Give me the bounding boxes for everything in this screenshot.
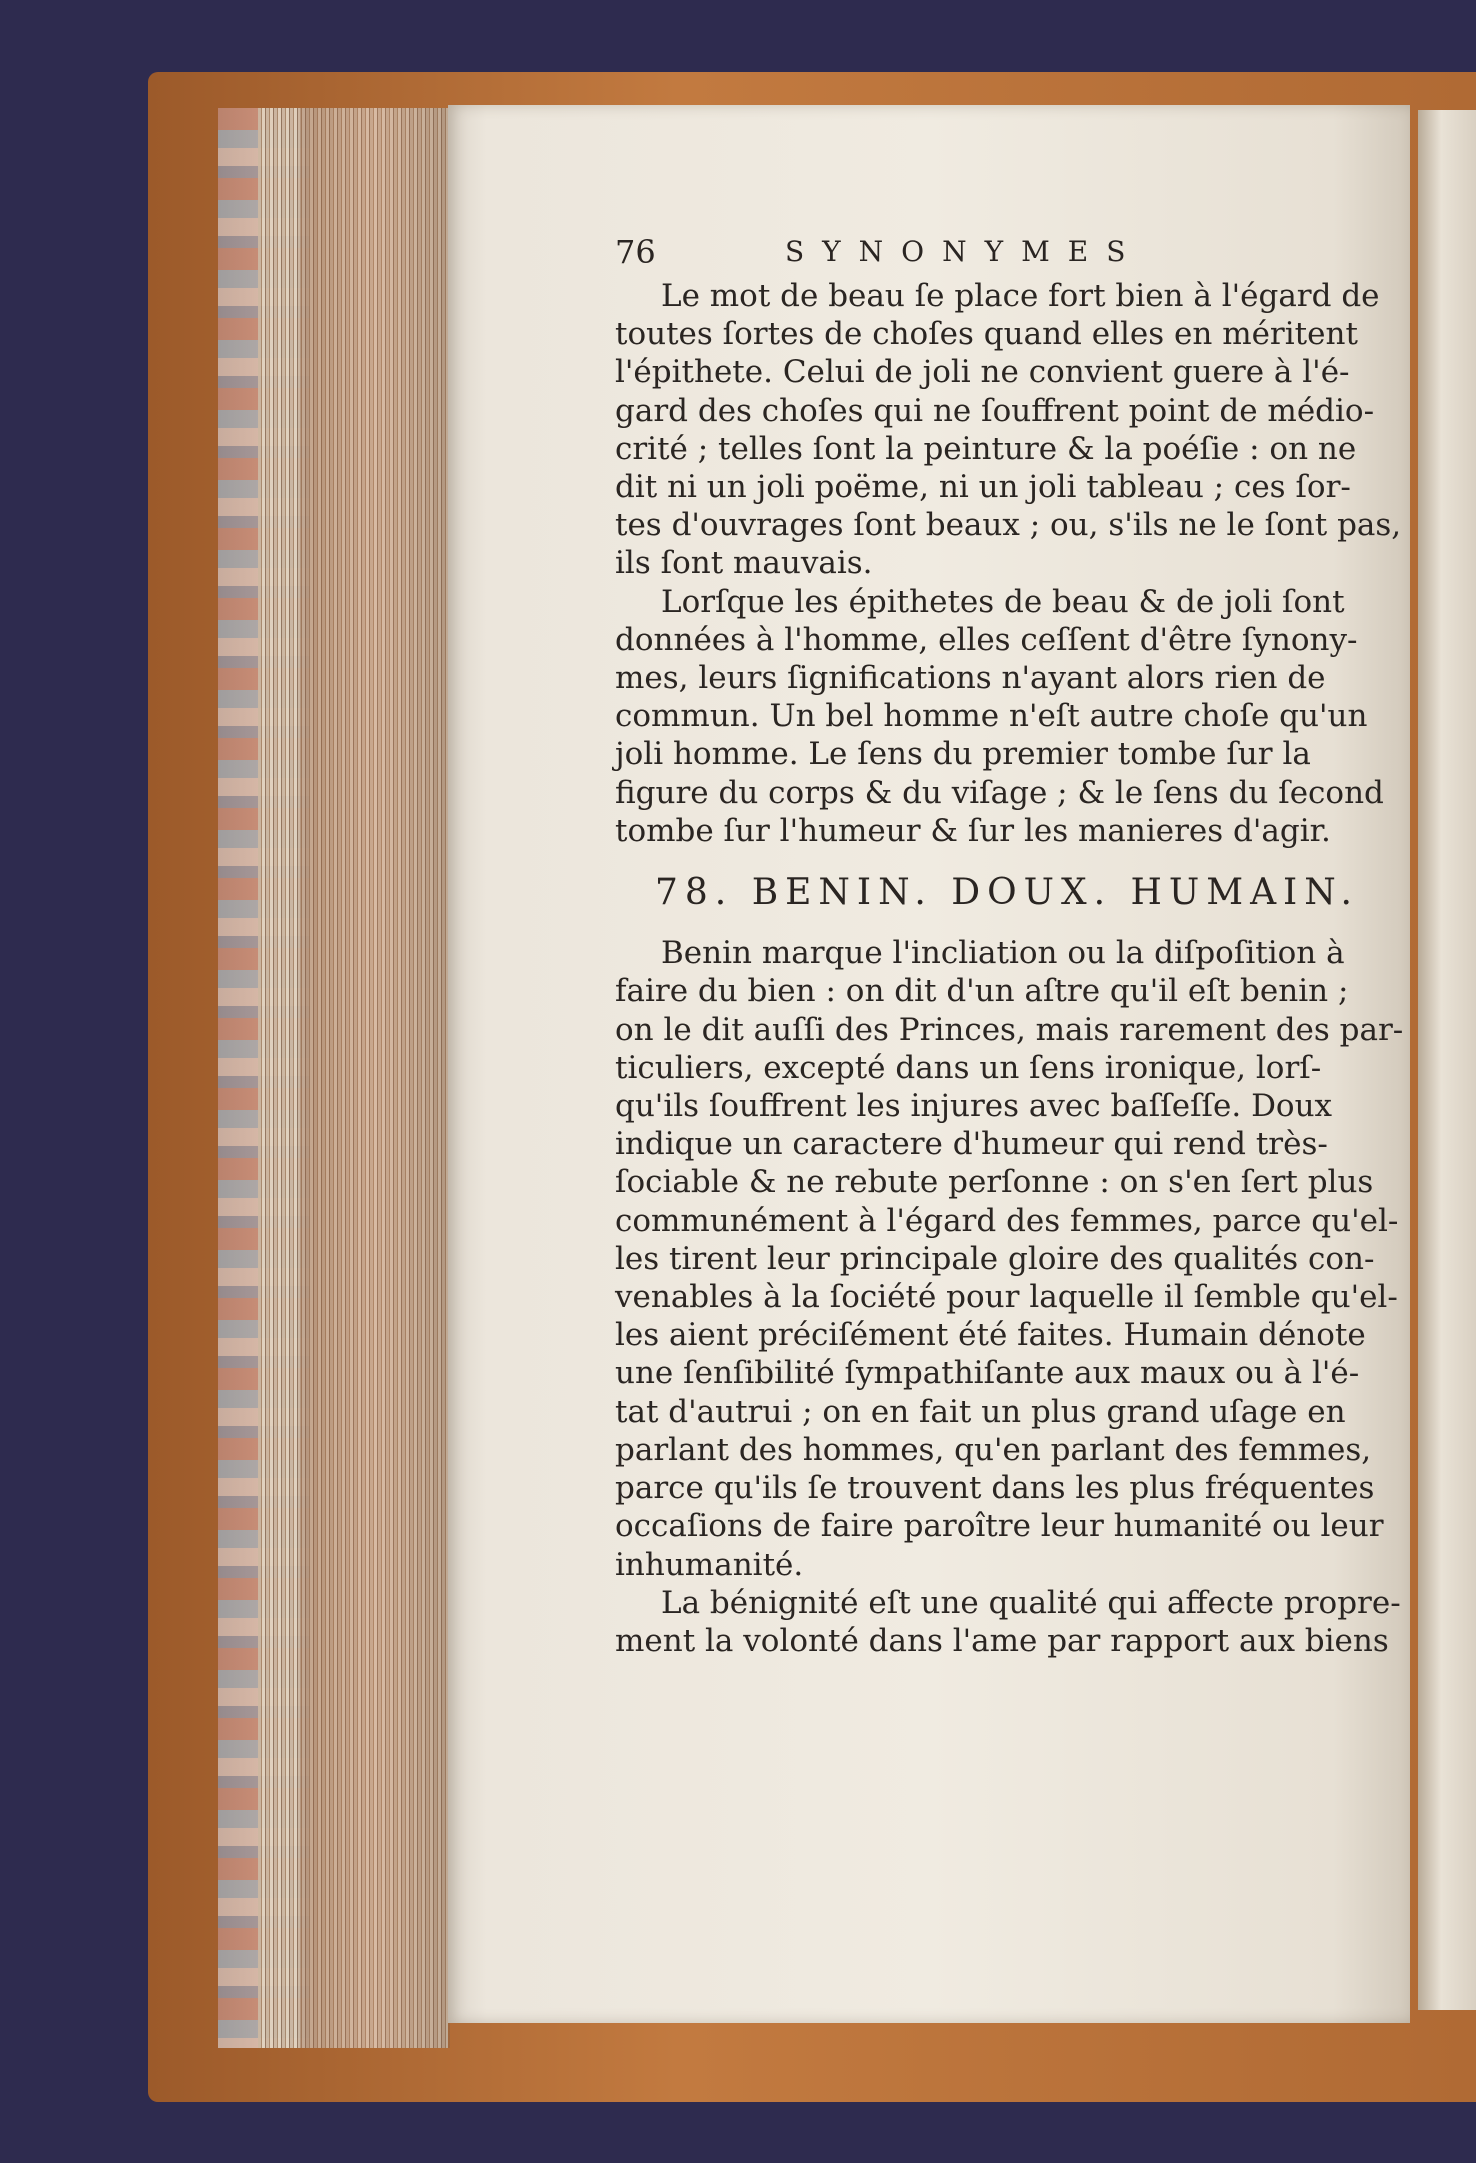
text-line: tes d'ouvrages ſont beaux ; ou, s'ils ne le ſont pas,: [615, 507, 1402, 544]
paragraph-4: [615, 1584, 1401, 1660]
text-line: Lorſque les épithetes de beau & de joli ſont: [661, 583, 1345, 620]
text-line: tombe ſur l'humeur & ſur les manieres d'agir.: [615, 812, 1331, 849]
text-line: toutes ſortes de choſes quand elles en méritent: [615, 316, 1358, 353]
page-number: 76: [615, 233, 656, 271]
text-line: indique un caractere d'humeur qui rend très-: [615, 1126, 1328, 1163]
text-line: inhumanité.: [615, 1546, 804, 1583]
text-line: gard des choſes qui ne ſouffrent point de médio-: [615, 392, 1375, 429]
text-line: l'épithete. Celui de joli ne convient guere à l'é-: [615, 354, 1350, 391]
text-line: les tirent leur principale gloire des qualités con-: [615, 1240, 1375, 1277]
text-line: mes, leurs ſignifications n'ayant alors rien de: [615, 660, 1326, 697]
section-title: 78. BENIN. DOUX. HUMAIN.: [655, 872, 1359, 914]
text-line: joli homme. Le ſens du premier tombe ſur la: [615, 736, 1311, 773]
text-line: crité ; telles ſont la peinture & la poéſie : on ne: [615, 430, 1357, 467]
text-line: ils ſont mauvais.: [615, 545, 873, 582]
text-line: ſociable & ne rebute perſonne : on s'en ſert plus: [615, 1164, 1374, 1201]
paragraph-1: [615, 277, 1402, 583]
page-header: [615, 233, 1395, 277]
text-line: La bénignité eſt une qualité qui affecte propre-: [661, 1584, 1401, 1621]
text-line: commun. Un bel homme n'eſt autre choſe qu'un: [615, 698, 1368, 735]
text-line: venables à la ſociété pour laquelle il ſemble qu'el-: [615, 1279, 1398, 1316]
text-line: faire du bien : on dit d'un aſtre qu'il eſt benin ;: [615, 973, 1349, 1010]
facing-page-edge: [1418, 110, 1476, 2010]
text-line: données à l'homme, elles ceſſent d'être ſynony-: [615, 621, 1358, 658]
text-line: parce qu'ils ſe trouvent dans les plus fréquentes: [615, 1470, 1375, 1507]
text-line: qu'ils ſouffrent les injures avec baſſeſſe. Doux: [615, 1088, 1333, 1125]
page-text: [615, 233, 1404, 1660]
text-line: Benin marque l'incliation ou la diſpoſition à: [661, 935, 1345, 972]
text-line: les aient préciſément été faites. Humain dénote: [615, 1317, 1366, 1354]
text-line: on le dit auſſi des Princes, mais rarement des par-: [615, 1011, 1404, 1048]
text-line: ment la volonté dans l'ame par rapport aux biens: [615, 1622, 1389, 1659]
text-line: une ſenſibilité ſympathiſante aux maux ou à l'é-: [615, 1355, 1360, 1392]
text-line: figure du corps & du viſage ; & le ſens du ſecond: [615, 774, 1384, 811]
text-line: parlant des hommes, qu'en parlant des femmes,: [615, 1431, 1372, 1468]
paragraph-3: [615, 934, 1404, 1583]
text-line: tat d'autrui ; on en fait un plus grand uſage en: [615, 1393, 1346, 1430]
text-line: dit ni un joli poëme, ni un joli tableau ; ces ſor-: [615, 469, 1351, 506]
text-line: Le mot de beau ſe place fort bien à l'égard de: [661, 278, 1380, 314]
running-head: SYNONYMES: [785, 235, 1144, 268]
text-line: ticuliers, excepté dans un ſens ironique, lorſ-: [615, 1049, 1322, 1086]
page-edges-shading: [300, 108, 450, 2048]
text-line: communément à l'égard des femmes, parce qu'el-: [615, 1202, 1399, 1239]
paragraph-2: [615, 583, 1395, 850]
text-line: occaſions de faire paroître leur humanité ou leur: [615, 1508, 1384, 1545]
